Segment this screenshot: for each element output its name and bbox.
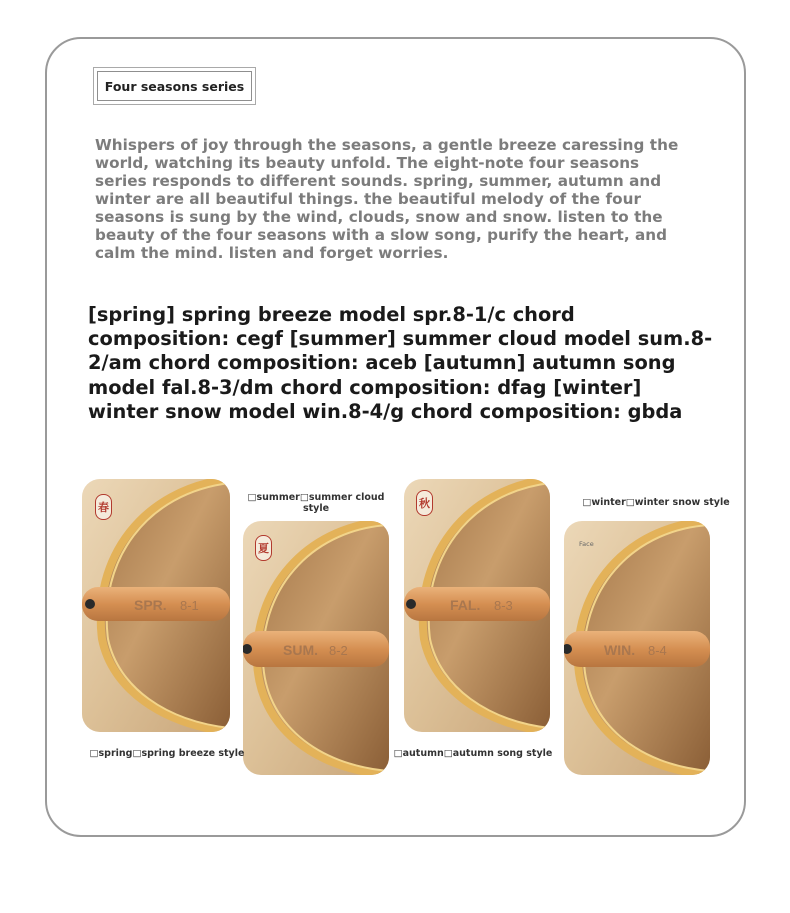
spring-stick-number: 8-1 [180,598,199,613]
models-description: [spring] spring breeze model spr.8-1/c chord composition: cegf [summer] summer cloud model sum.8-2/am chord composition: aceb [autumn] autumn song model fal.8-3/dm chord composition: dfag [winter] winter snow model win.8-4/g chord composition: gbda [88,303,713,423]
summer-stick-number: 8-2 [329,643,348,658]
winter-face-label: Face [579,540,594,548]
summer-seal: 夏 [255,535,272,561]
series-title: Four seasons series [97,71,252,101]
winter-stick-number: 8-4 [648,643,667,658]
winter-stick-label: WIN. [604,642,636,658]
series-title-box [93,67,256,105]
spring-stick-label: SPR. [134,597,167,613]
autumn-stick-label: FAL. [450,597,481,613]
autumn-stick-number: 8-3 [494,598,513,613]
caption-spring: □spring□spring breeze style [89,748,245,759]
caption-winter: □winter□winter snow style [582,497,730,508]
product-card-autumn [404,479,550,732]
autumn-seal: 秋 [416,490,433,516]
winter-drum-image [564,521,710,775]
spring-seal: 春 [95,494,112,520]
summer-stick-label: SUM. [283,642,318,658]
caption-autumn: □autumn□autumn song style [393,748,553,759]
caption-summer: □summer□summer cloud style [247,492,385,514]
autumn-drum-image [404,479,550,732]
intro-paragraph: Whispers of joy through the seasons, a gentle breeze caressing the world, watching its beauty unfold. The eight-note four seasons series responds to different sounds. spring, summer, autumn and winter are all beautiful things. the beautiful melody of the four seasons is sung by the wind, clouds, snow and snow. listen to the beauty of the four seasons with a slow song, purify the heart, and calm the mind. listen and forget worries. [95,136,679,262]
product-card-winter [564,521,710,775]
